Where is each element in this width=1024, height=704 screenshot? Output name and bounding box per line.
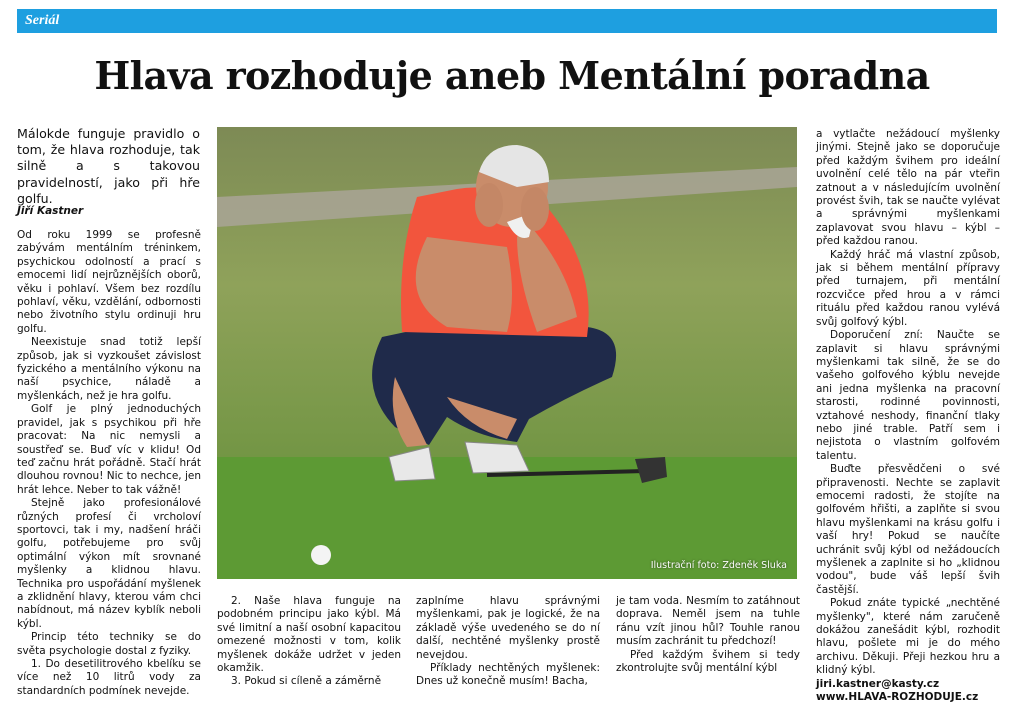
column-3	[416, 595, 600, 689]
paragraph: Každý hráč má vlastní způsob, jak si během mentální přípravy před turnajem, při mentální rozcvičce před hrou a v rámci rituálu před každou ranou vylévá svůj golfový kýbl.	[816, 248, 1000, 328]
paragraph: Neexistuje snad totiž lepší způsob, jak si vyzkoušet závislost fyzického a mentálního výkonu na naší psychice, náladě a myšlenkách, než je hra golfu.	[17, 336, 201, 402]
column-4	[616, 595, 800, 675]
paragraph: zaplníme hlavu správnými myšlenkami, pak je logické, že na základě výše uvedeného se do ní další, nechtěné myšlenky prostě nevejdou.	[416, 595, 600, 661]
paragraph: Pokud znáte typické „nechtěné myšlenky", které nám zaručeně dokážou zanešádit kýbl, rozhodit hlavu, pošlete mi je do mého archivu. Děkuji. Přeji hezkou hru a klidný kýbl.	[816, 597, 1000, 677]
author-byline: Jiří Kastner	[17, 205, 84, 217]
paragraph: Stejně jako profesionálové různých profesí či vrcholoví sportovci, tak i my, nadšení hráči golfu, potřebujeme pro svůj optimální výkon mít srovnané myšlenky a klidnou hlavu. Technika pro uspořádání myšlenek a zklidnění hlavy, kterou vám chci nabídnout, má název kyblík neboli kýbl.	[17, 497, 201, 630]
headline: Hlava rozhoduje aneb Mentální poradna	[94, 53, 930, 98]
contact-website[interactable]: www.HLAVA-ROZHODUJE.cz	[816, 691, 979, 704]
paragraph: 2. Naše hlava funguje na podobném principu jako kýbl. Má své limitní a naší osobní kapacitou omezené možnosti v tom, kolik myšlenek dokáže udržet v jeden okamžik.	[217, 595, 401, 675]
contact-email[interactable]: jiri.kastner@kasty.cz	[816, 677, 940, 690]
paragraph: Buďte přesvědčeni o své připravenosti. Nechte se zaplavit emocemi radosti, že stojíte na golfovém hřišti, a zaplňte si svou hlavu myšlenkami na krásu golfu i vaší hry! Pokud se naučíte uchránit svůj kýbl od nežádoucích myšlenek a zaplnite si ho „klidnou vodou", bude váš lepší švih častější.	[816, 463, 1000, 596]
paragraph: Golf je plný jednoduchých pravidel, jak s psychikou při hře pracovat: Na nic nemysli a soustřeď se. Buď víc v klidu! Od teď začnu hrát pořádně. Stačí hrát dlouhou rovnou! Nic to nechce, jen hrát lehce. Neber to tak vážně!	[17, 403, 201, 496]
golfer-illustration	[217, 127, 797, 579]
section-banner	[17, 9, 997, 33]
photo-caption: Ilustrační foto: Zdeněk Sluka	[650, 560, 787, 571]
column-5	[816, 128, 1000, 704]
paragraph: Od roku 1999 se profesně zabývám mentálním tréninkem, psychickou odolností a prací s emocemi lidí nejrůznějších oborů, věku i pohlaví. Všem bez rozdílu pohlaví, věku, vzdělání, odbornosti nebo životního stylu ordinuji hru golfu.	[17, 229, 201, 335]
paragraph: a vytlačte nežádoucí myšlenky jinými. Stejně jako se doporučuje před každým švihem pro ideální uvolnění celé tělo na pár vteřin zatnout a v následujícím uvolnění provést švih, tak se naučte vylévat a správnými myšlenkami zaplavovat svou hlavu – kýbl – před každou ranou.	[816, 128, 1000, 248]
paragraph: 3. Pokud si cíleně a záměrně	[231, 675, 382, 688]
column-2	[217, 595, 401, 689]
golfer-photo	[217, 127, 797, 579]
lead-paragraph: Málokde funguje pravidlo o tom, že hlava rozhoduje, tak silně a s takovou pravidelností, jako při hře golfu.	[17, 126, 200, 206]
column-1	[17, 229, 201, 698]
section-label: Seriál	[25, 13, 60, 28]
paragraph: 1. Do desetilitrového kbelíku se více než 10 litrů vody za standardních podmínek nevejde.	[17, 658, 201, 697]
paragraph: je tam voda. Nesmím to zatáhnout doprava. Neměl jsem na tuhle ránu vzít jinou hůl? Touhle ranou musím zachránit tu předchozí!	[616, 595, 800, 648]
paragraph: Příklady nechtěných myšlenek: Dnes už konečně musím! Bacha,	[416, 662, 600, 688]
paragraph: Doporučení zní: Naučte se zaplavit si hlavu správnými myšlenkami tak silně, že se do vašeho golfového kýblu nevejde ani jedna myšlenka na pracovní starosti, rodinné povinnosti, vztahové neshody, finanční tlaky nebo jiné trable. Patří sem i nejistota o vlastním golfovém talentu.	[816, 329, 1000, 462]
paragraph: Před každým švihem si tedy zkontrolujte svůj mentální kýbl	[616, 648, 800, 675]
paragraph: Princip této techniky se do světa psychologie dostal z fyziky.	[17, 631, 201, 657]
